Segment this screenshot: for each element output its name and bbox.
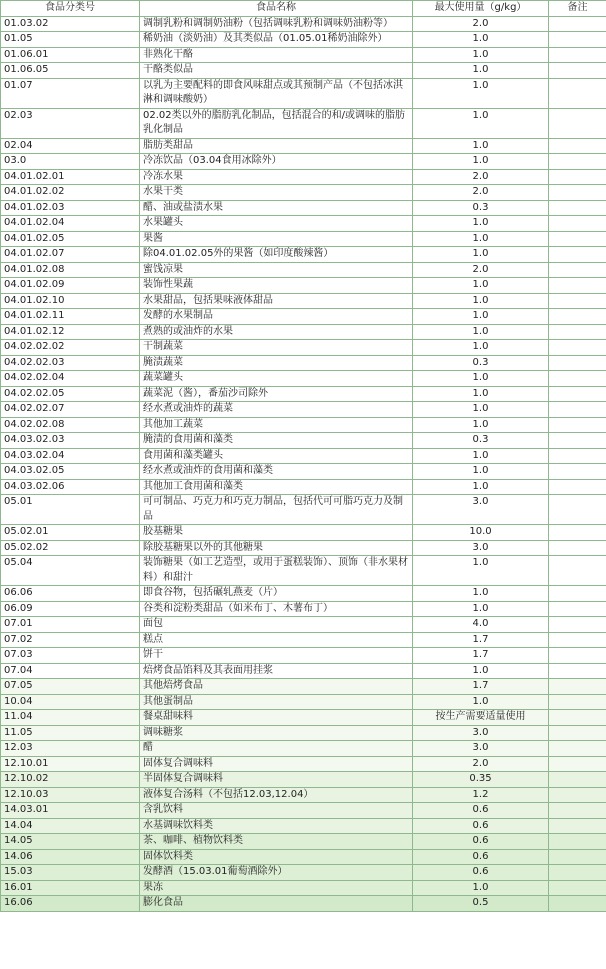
table-row — [1, 340, 606, 356]
food-name-cell: 半固体复合调味料 — [140, 772, 413, 788]
table-row — [1, 464, 606, 480]
table-row — [1, 787, 606, 803]
food-category-code-cell: 02.04 — [1, 138, 140, 154]
remarks-cell — [549, 417, 606, 433]
max-usage-cell: 1.0 — [413, 108, 549, 138]
max-usage-cell: 1.0 — [413, 464, 549, 480]
food-name-cell: 餐桌甜味料 — [140, 710, 413, 726]
remarks-cell — [549, 525, 606, 541]
food-name-cell: 其他加工蔬菜 — [140, 417, 413, 433]
food-name-cell: 果冻 — [140, 880, 413, 896]
remarks-cell — [549, 772, 606, 788]
table-row — [1, 154, 606, 170]
food-category-code-cell: 07.05 — [1, 679, 140, 695]
max-usage-cell: 1.7 — [413, 679, 549, 695]
table-row — [1, 293, 606, 309]
food-name-cell: 果酱 — [140, 231, 413, 247]
remarks-cell — [549, 710, 606, 726]
food-category-code-cell: 07.04 — [1, 663, 140, 679]
max-usage-cell: 10.0 — [413, 525, 549, 541]
food-name-cell: 腌渍的食用菌和藻类 — [140, 433, 413, 449]
table-row — [1, 433, 606, 449]
remarks-cell — [549, 324, 606, 340]
food-name-cell: 胶基糖果 — [140, 525, 413, 541]
food-name-cell: 固体饮料类 — [140, 849, 413, 865]
food-category-code-cell: 01.06.01 — [1, 47, 140, 63]
table-row — [1, 540, 606, 556]
food-name-cell: 食用菌和藻类罐头 — [140, 448, 413, 464]
food-name-cell: 膨化食品 — [140, 896, 413, 912]
food-category-code-cell: 05.04 — [1, 556, 140, 586]
table-row — [1, 834, 606, 850]
remarks-cell — [549, 725, 606, 741]
food-name-cell: 经水煮或油炸的蔬菜 — [140, 402, 413, 418]
table-row — [1, 324, 606, 340]
table-row — [1, 756, 606, 772]
remarks-cell — [549, 880, 606, 896]
food-category-code-cell: 01.03.02 — [1, 16, 140, 32]
max-usage-cell: 1.0 — [413, 880, 549, 896]
food-name-cell: 水果甜品，包括果味液体甜品 — [140, 293, 413, 309]
remarks-cell — [549, 741, 606, 757]
table-row — [1, 262, 606, 278]
food-category-code-cell: 12.10.02 — [1, 772, 140, 788]
max-usage-cell: 按生产需要适量使用 — [413, 710, 549, 726]
table-row — [1, 169, 606, 185]
remarks-cell — [549, 169, 606, 185]
remarks-cell — [549, 834, 606, 850]
food-category-code-cell: 04.02.02.03 — [1, 355, 140, 371]
food-category-code-cell: 04.01.02.09 — [1, 278, 140, 294]
max-usage-cell: 1.0 — [413, 340, 549, 356]
table-row — [1, 185, 606, 201]
table-row — [1, 849, 606, 865]
food-category-code-cell: 06.09 — [1, 601, 140, 617]
food-category-code-cell: 04.03.02.04 — [1, 448, 140, 464]
table-row — [1, 247, 606, 263]
table-row — [1, 138, 606, 154]
food-name-cell: 发酵的水果制品 — [140, 309, 413, 325]
max-usage-cell: 1.0 — [413, 586, 549, 602]
food-category-code-cell: 12.03 — [1, 741, 140, 757]
remarks-cell — [549, 78, 606, 108]
table-row — [1, 601, 606, 617]
food-category-code-cell: 15.03 — [1, 865, 140, 881]
max-usage-cell: 2.0 — [413, 756, 549, 772]
food-name-cell: 煮熟的或油炸的水果 — [140, 324, 413, 340]
table-row — [1, 63, 606, 79]
header-max-usage: 最大使用量（g/kg） — [413, 1, 549, 17]
food-category-code-cell: 04.03.02.06 — [1, 479, 140, 495]
food-category-code-cell: 04.02.02.07 — [1, 402, 140, 418]
table-row — [1, 865, 606, 881]
max-usage-cell: 1.0 — [413, 138, 549, 154]
remarks-cell — [549, 16, 606, 32]
remarks-cell — [549, 402, 606, 418]
table-row — [1, 818, 606, 834]
remarks-cell — [549, 556, 606, 586]
food-category-code-cell: 12.10.03 — [1, 787, 140, 803]
remarks-cell — [549, 632, 606, 648]
max-usage-cell: 3.0 — [413, 540, 549, 556]
table-row — [1, 16, 606, 32]
max-usage-cell: 1.7 — [413, 632, 549, 648]
food-name-cell: 冷冻饮品（03.04食用冰除外） — [140, 154, 413, 170]
header-food-category-code: 食品分类号 — [1, 1, 140, 17]
max-usage-cell: 1.0 — [413, 556, 549, 586]
table-row — [1, 632, 606, 648]
food-category-code-cell: 04.01.02.10 — [1, 293, 140, 309]
remarks-cell — [549, 108, 606, 138]
food-name-cell: 醋 — [140, 741, 413, 757]
table-row — [1, 402, 606, 418]
remarks-cell — [549, 278, 606, 294]
table-row — [1, 772, 606, 788]
max-usage-cell: 3.0 — [413, 741, 549, 757]
food-name-cell: 即食谷物，包括碾轧燕麦（片） — [140, 586, 413, 602]
table-row — [1, 32, 606, 48]
remarks-cell — [549, 803, 606, 819]
table-row — [1, 679, 606, 695]
table-row — [1, 710, 606, 726]
remarks-cell — [549, 47, 606, 63]
table-row — [1, 617, 606, 633]
remarks-cell — [549, 185, 606, 201]
max-usage-cell: 2.0 — [413, 169, 549, 185]
food-name-cell: 醋、油或盐渍水果 — [140, 200, 413, 216]
max-usage-cell: 1.0 — [413, 324, 549, 340]
food-name-cell: 干制蔬菜 — [140, 340, 413, 356]
food-name-cell: 非熟化干酪 — [140, 47, 413, 63]
food-name-cell: 调制乳粉和调制奶油粉（包括调味乳粉和调味奶油粉等） — [140, 16, 413, 32]
food-name-cell: 其他蛋制品 — [140, 694, 413, 710]
remarks-cell — [549, 262, 606, 278]
remarks-cell — [549, 540, 606, 556]
remarks-cell — [549, 648, 606, 664]
remarks-cell — [549, 849, 606, 865]
food-name-cell: 其他加工食用菌和藻类 — [140, 479, 413, 495]
food-category-code-cell: 04.01.02.12 — [1, 324, 140, 340]
food-name-cell: 水果罐头 — [140, 216, 413, 232]
table-row — [1, 47, 606, 63]
max-usage-cell: 1.0 — [413, 479, 549, 495]
food-category-code-cell: 14.03.01 — [1, 803, 140, 819]
food-category-code-cell: 01.07 — [1, 78, 140, 108]
max-usage-cell: 1.0 — [413, 78, 549, 108]
remarks-cell — [549, 63, 606, 79]
max-usage-cell: 0.6 — [413, 865, 549, 881]
remarks-cell — [549, 293, 606, 309]
table-row — [1, 803, 606, 819]
food-name-cell: 焙烤食品馅料及其表面用挂浆 — [140, 663, 413, 679]
max-usage-cell: 1.0 — [413, 247, 549, 263]
food-name-cell: 冷冻水果 — [140, 169, 413, 185]
max-usage-cell: 1.0 — [413, 231, 549, 247]
max-usage-cell: 1.0 — [413, 386, 549, 402]
food-name-cell: 饼干 — [140, 648, 413, 664]
food-category-code-cell: 02.03 — [1, 108, 140, 138]
remarks-cell — [549, 663, 606, 679]
food-category-code-cell: 05.02.02 — [1, 540, 140, 556]
max-usage-cell: 1.0 — [413, 309, 549, 325]
food-category-code-cell: 01.06.05 — [1, 63, 140, 79]
food-name-cell: 蔬菜泥（酱），番茄沙司除外 — [140, 386, 413, 402]
food-name-cell: 脂肪类甜品 — [140, 138, 413, 154]
food-name-cell: 其他焙烤食品 — [140, 679, 413, 695]
food-category-code-cell: 10.04 — [1, 694, 140, 710]
table-row — [1, 525, 606, 541]
remarks-cell — [549, 617, 606, 633]
header-row — [1, 1, 606, 17]
remarks-cell — [549, 32, 606, 48]
food-name-cell: 谷类和淀粉类甜品（如米布丁、木薯布丁） — [140, 601, 413, 617]
food-category-code-cell: 04.01.02.01 — [1, 169, 140, 185]
max-usage-cell: 1.0 — [413, 601, 549, 617]
food-category-code-cell: 05.02.01 — [1, 525, 140, 541]
food-category-code-cell: 14.06 — [1, 849, 140, 865]
remarks-cell — [549, 371, 606, 387]
remarks-cell — [549, 694, 606, 710]
max-usage-cell: 1.0 — [413, 417, 549, 433]
table-row — [1, 495, 606, 525]
remarks-cell — [549, 479, 606, 495]
max-usage-cell: 1.0 — [413, 63, 549, 79]
food-name-cell: 腌渍蔬菜 — [140, 355, 413, 371]
food-name-cell: 茶、咖啡、植物饮料类 — [140, 834, 413, 850]
table-row — [1, 355, 606, 371]
max-usage-cell: 0.6 — [413, 834, 549, 850]
food-category-code-cell: 07.01 — [1, 617, 140, 633]
food-name-cell: 面包 — [140, 617, 413, 633]
food-category-code-cell: 16.06 — [1, 896, 140, 912]
food-category-code-cell: 04.02.02.08 — [1, 417, 140, 433]
food-category-code-cell: 04.02.02.05 — [1, 386, 140, 402]
food-category-code-cell: 14.04 — [1, 818, 140, 834]
food-name-cell: 含乳饮料 — [140, 803, 413, 819]
remarks-cell — [549, 216, 606, 232]
food-category-code-cell: 04.02.02.04 — [1, 371, 140, 387]
food-name-cell: 糕点 — [140, 632, 413, 648]
remarks-cell — [549, 495, 606, 525]
table-row — [1, 278, 606, 294]
max-usage-cell: 1.0 — [413, 402, 549, 418]
food-name-cell: 除胶基糖果以外的其他糖果 — [140, 540, 413, 556]
remarks-cell — [549, 464, 606, 480]
table-row — [1, 586, 606, 602]
table-row — [1, 880, 606, 896]
table-row — [1, 371, 606, 387]
remarks-cell — [549, 896, 606, 912]
remarks-cell — [549, 154, 606, 170]
table-row — [1, 663, 606, 679]
food-name-cell: 蔬菜罐头 — [140, 371, 413, 387]
food-category-code-cell: 01.05 — [1, 32, 140, 48]
table-row — [1, 725, 606, 741]
food-name-cell: 稀奶油（淡奶油）及其类似品（01.05.01稀奶油除外） — [140, 32, 413, 48]
max-usage-cell: 3.0 — [413, 495, 549, 525]
max-usage-cell: 1.0 — [413, 371, 549, 387]
remarks-cell — [549, 865, 606, 881]
table-row — [1, 78, 606, 108]
food-category-code-cell: 04.01.02.11 — [1, 309, 140, 325]
food-name-cell: 装饰性果蔬 — [140, 278, 413, 294]
remarks-cell — [549, 138, 606, 154]
food-category-code-cell: 05.01 — [1, 495, 140, 525]
remarks-cell — [549, 601, 606, 617]
food-category-code-cell: 16.01 — [1, 880, 140, 896]
remarks-cell — [549, 787, 606, 803]
food-category-code-cell: 14.05 — [1, 834, 140, 850]
max-usage-cell: 1.0 — [413, 278, 549, 294]
max-usage-cell: 2.0 — [413, 262, 549, 278]
max-usage-cell: 0.3 — [413, 355, 549, 371]
food-name-cell: 装饰糖果（如工艺造型，或用于蛋糕装饰）、顶饰（非水果材料）和甜汁 — [140, 556, 413, 586]
max-usage-cell: 4.0 — [413, 617, 549, 633]
table-row — [1, 309, 606, 325]
table-row — [1, 694, 606, 710]
max-usage-cell: 1.0 — [413, 663, 549, 679]
food-category-code-cell: 03.0 — [1, 154, 140, 170]
max-usage-cell: 0.5 — [413, 896, 549, 912]
food-category-code-cell: 07.02 — [1, 632, 140, 648]
food-category-code-cell: 04.03.02.03 — [1, 433, 140, 449]
table-row — [1, 648, 606, 664]
food-name-cell: 可可制品、巧克力和巧克力制品，包括代可可脂巧克力及制品 — [140, 495, 413, 525]
table-row — [1, 741, 606, 757]
max-usage-cell: 0.6 — [413, 803, 549, 819]
table-row — [1, 896, 606, 912]
food-category-code-cell: 12.10.01 — [1, 756, 140, 772]
remarks-cell — [549, 247, 606, 263]
food-category-code-cell: 11.04 — [1, 710, 140, 726]
food-category-code-cell: 04.03.02.05 — [1, 464, 140, 480]
food-name-cell: 经水煮或油炸的食用菌和藻类 — [140, 464, 413, 480]
food-name-cell: 液体复合汤料（不包括12.03,12.04） — [140, 787, 413, 803]
food-category-code-cell: 04.01.02.07 — [1, 247, 140, 263]
food-category-code-cell: 04.01.02.03 — [1, 200, 140, 216]
max-usage-cell: 0.3 — [413, 200, 549, 216]
table-row — [1, 479, 606, 495]
header-food-name: 食品名称 — [140, 1, 413, 17]
max-usage-cell: 1.0 — [413, 694, 549, 710]
food-name-cell: 水基调味饮料类 — [140, 818, 413, 834]
table-body — [1, 16, 606, 911]
remarks-cell — [549, 200, 606, 216]
table-row — [1, 200, 606, 216]
max-usage-cell: 1.2 — [413, 787, 549, 803]
max-usage-cell: 0.35 — [413, 772, 549, 788]
remarks-cell — [549, 818, 606, 834]
table-row — [1, 386, 606, 402]
table-row — [1, 231, 606, 247]
max-usage-cell: 1.0 — [413, 154, 549, 170]
food-name-cell: 调味糖浆 — [140, 725, 413, 741]
table-row — [1, 216, 606, 232]
table-row — [1, 108, 606, 138]
food-category-code-cell: 04.01.02.04 — [1, 216, 140, 232]
max-usage-cell: 0.6 — [413, 849, 549, 865]
table-row — [1, 556, 606, 586]
food-category-code-cell: 04.01.02.08 — [1, 262, 140, 278]
remarks-cell — [549, 679, 606, 695]
remarks-cell — [549, 386, 606, 402]
max-usage-cell: 1.7 — [413, 648, 549, 664]
header-remarks: 备注 — [549, 1, 606, 17]
remarks-cell — [549, 448, 606, 464]
max-usage-cell: 1.0 — [413, 216, 549, 232]
table-row — [1, 448, 606, 464]
food-name-cell: 02.02类以外的脂肪乳化制品，包括混合的和/或调味的脂肪乳化制品 — [140, 108, 413, 138]
food-category-code-cell: 07.03 — [1, 648, 140, 664]
max-usage-cell: 1.0 — [413, 47, 549, 63]
table-row — [1, 417, 606, 433]
max-usage-cell: 0.6 — [413, 818, 549, 834]
max-usage-cell: 1.0 — [413, 293, 549, 309]
food-category-code-cell: 04.02.02.02 — [1, 340, 140, 356]
remarks-cell — [549, 355, 606, 371]
max-usage-cell: 2.0 — [413, 16, 549, 32]
max-usage-cell: 1.0 — [413, 448, 549, 464]
food-name-cell: 固体复合调味料 — [140, 756, 413, 772]
remarks-cell — [549, 586, 606, 602]
remarks-cell — [549, 340, 606, 356]
food-name-cell: 蜜饯凉果 — [140, 262, 413, 278]
max-usage-cell: 2.0 — [413, 185, 549, 201]
remarks-cell — [549, 433, 606, 449]
food-name-cell: 除04.01.02.05外的果酱（如印度酸辣酱） — [140, 247, 413, 263]
remarks-cell — [549, 231, 606, 247]
remarks-cell — [549, 309, 606, 325]
max-usage-cell: 3.0 — [413, 725, 549, 741]
food-category-code-cell: 11.05 — [1, 725, 140, 741]
food-category-code-cell: 04.01.02.05 — [1, 231, 140, 247]
max-usage-cell: 1.0 — [413, 32, 549, 48]
food-name-cell: 干酪类似品 — [140, 63, 413, 79]
food-name-cell: 水果干类 — [140, 185, 413, 201]
remarks-cell — [549, 756, 606, 772]
max-usage-cell: 0.3 — [413, 433, 549, 449]
food-category-code-cell: 04.01.02.02 — [1, 185, 140, 201]
food-name-cell: 以乳为主要配料的即食风味甜点或其预制产品（不包括冰淇淋和调味酸奶） — [140, 78, 413, 108]
food-category-code-cell: 06.06 — [1, 586, 140, 602]
food-name-cell: 发酵酒（15.03.01葡萄酒除外） — [140, 865, 413, 881]
